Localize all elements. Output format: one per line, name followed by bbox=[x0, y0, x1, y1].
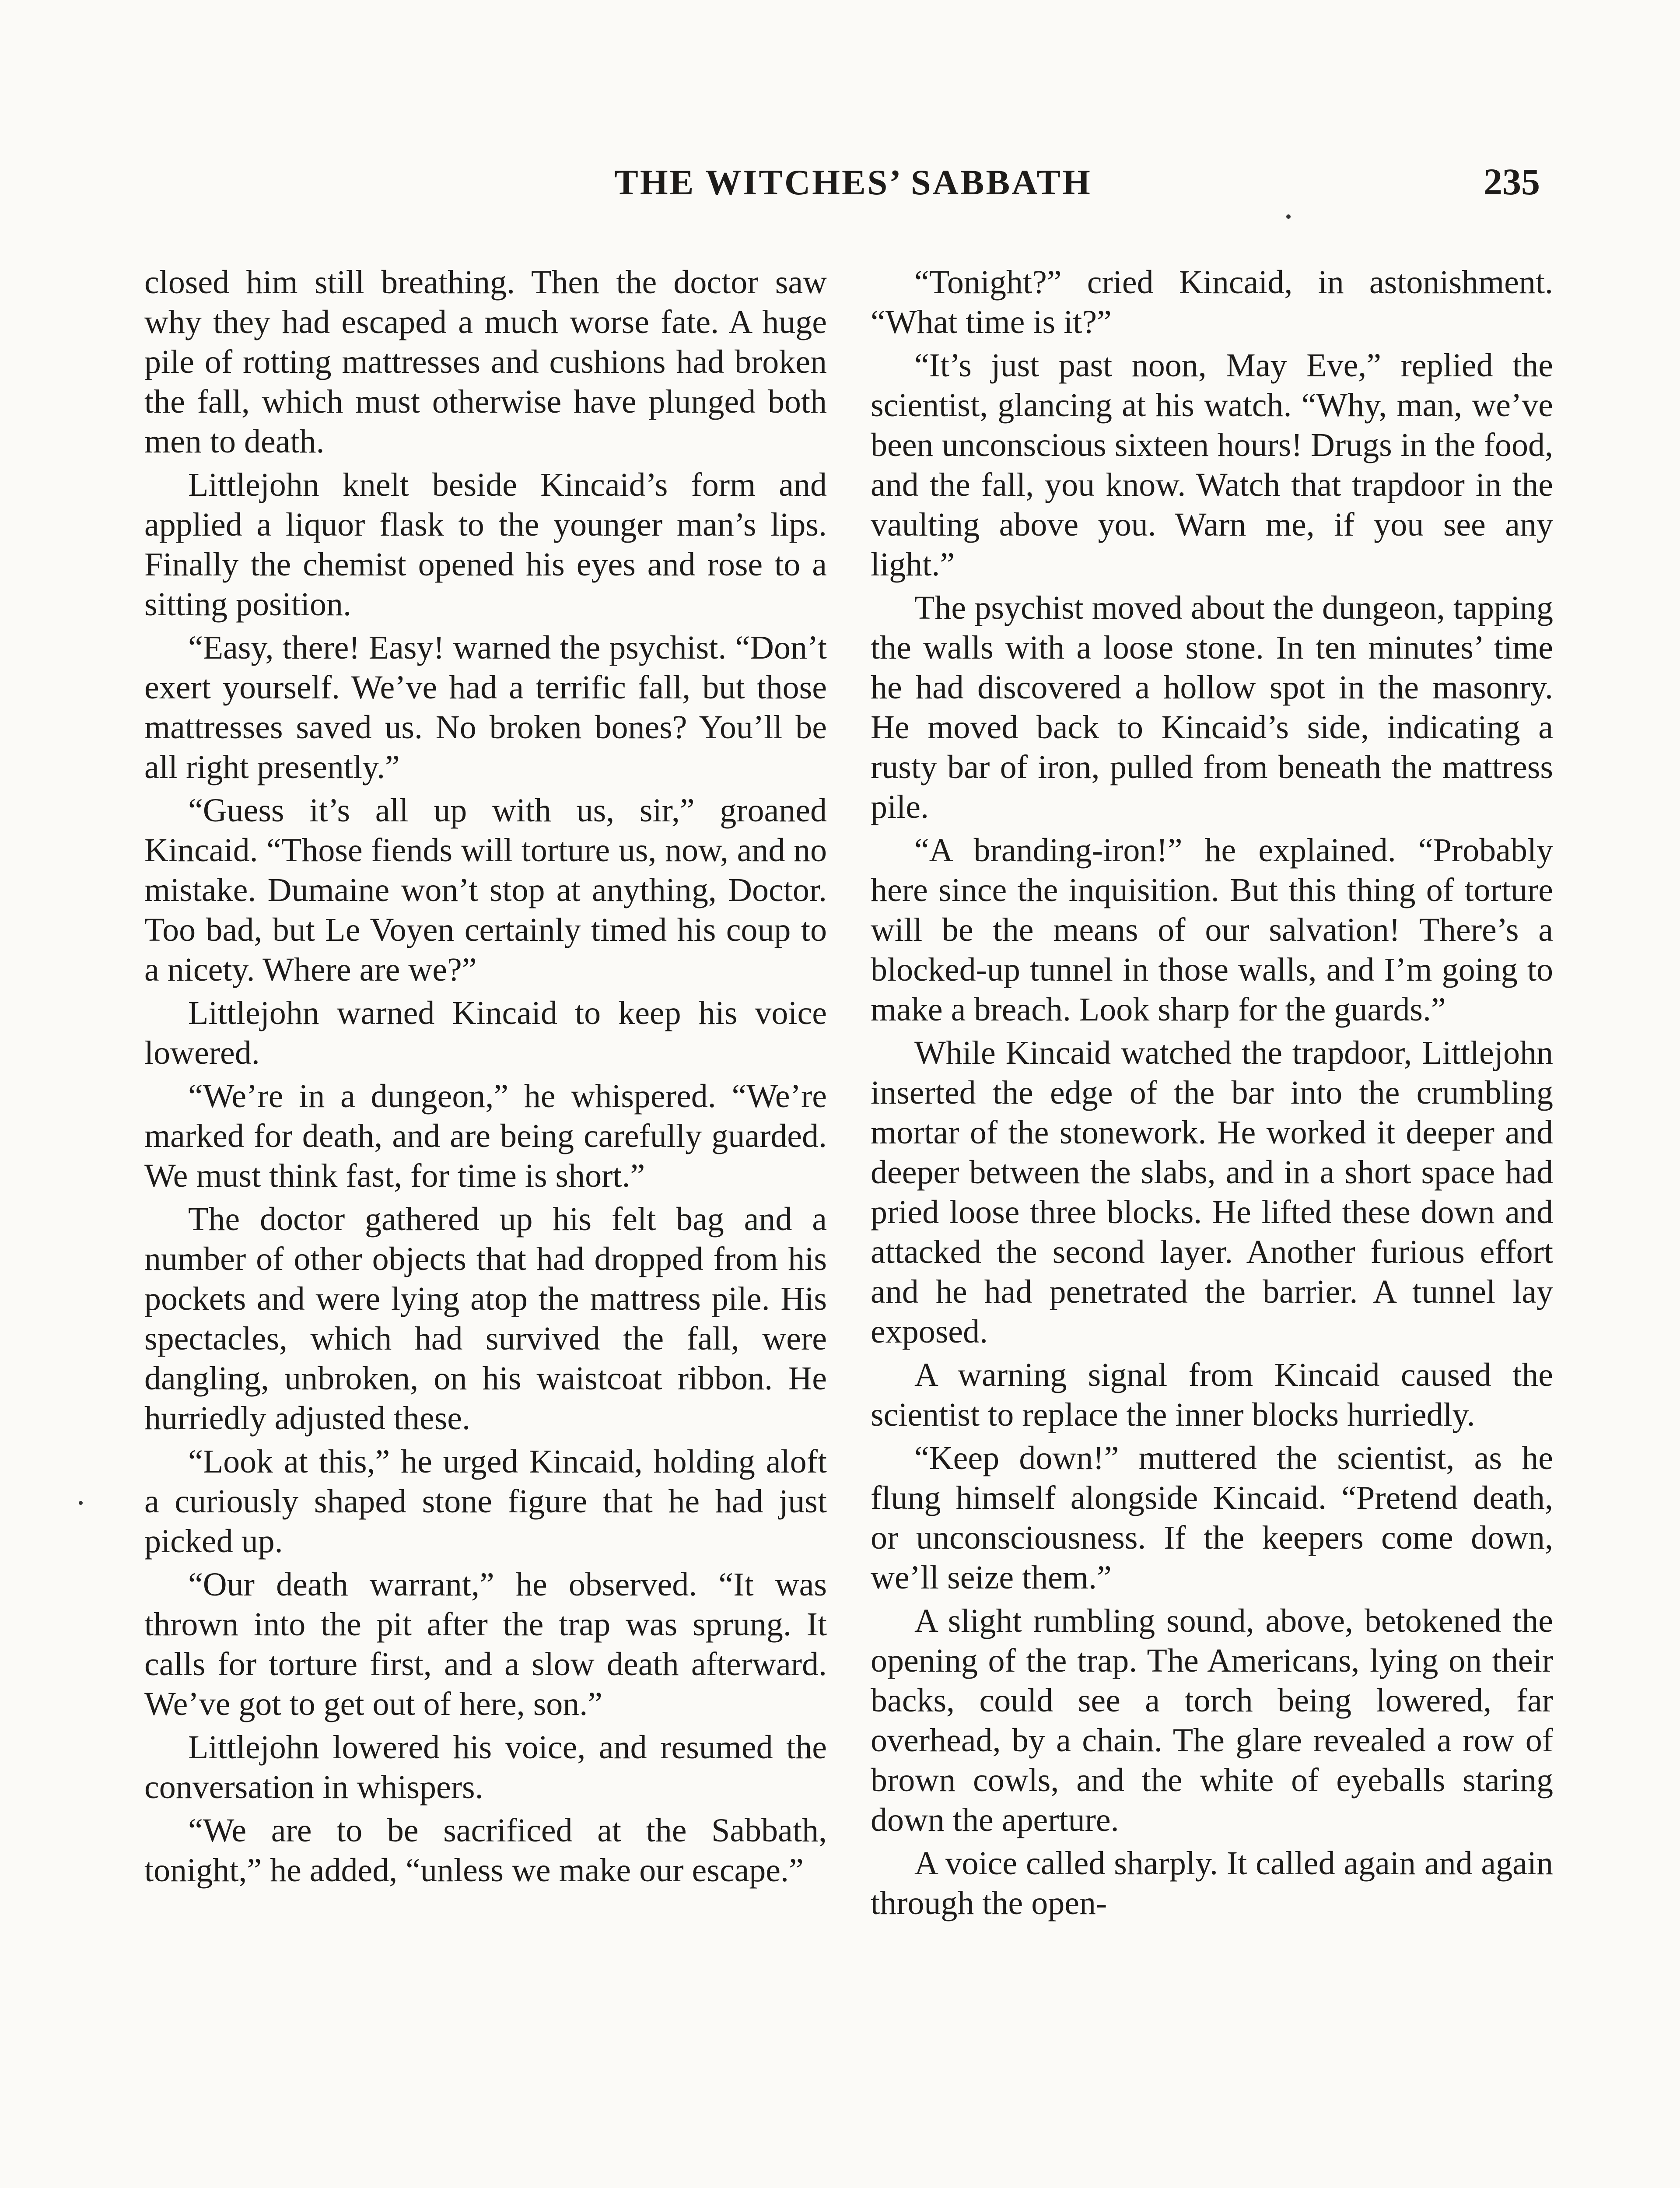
paragraph: “We’re in a dungeon,” he whispered. “We’re marked for death, and are being carefully guarded. We must think fast, for time is short.” bbox=[144, 1078, 827, 1194]
paragraph: “Look at this,” he urged Kincaid, holding aloft a curiously shaped stone figure that he had just picked up. bbox=[144, 1443, 827, 1560]
paragraph: “Guess it’s all up with us, sir,” groaned Kincaid. “Those fiends will torture us, now, and no mistake. Dumaine won’t stop at anything, Doctor. Too bad, but Le Voyen certainly timed his coup to a nicety. Where are we?” bbox=[144, 792, 827, 988]
paragraph: “A branding-iron!” he explained. “Probably here since the inquisition. But this thing of torture will be the means of our salvation! There’s a blocked-up tunnel in those walls, and I’m going to make a breach. Look sharp for the guards.” bbox=[871, 832, 1553, 1028]
paragraph: “We are to be sacrificed at the Sabbath, tonight,” he added, “unless we make our escape.” bbox=[144, 1812, 827, 1889]
paragraph: The doctor gathered up his felt bag and a number of other objects that had dropped from his pockets and were lying atop the mattress pile. His spectacles, which had survived the fall, were dangling, unbroken, on his waistcoat ribbon. He hurriedly adjusted these. bbox=[144, 1201, 827, 1437]
paragraph: Littlejohn warned Kincaid to keep his voice lowered. bbox=[144, 995, 827, 1071]
paragraph: “It’s just past noon, May Eve,” replied the scientist, glancing at his watch. “Why, man, we’ve been unconscious sixteen hours! Drugs in the food, and the fall, you know. Watch that trapdoor in the vaulting above you. Warn me, if you see any light.” bbox=[871, 347, 1553, 583]
print-speck bbox=[1286, 214, 1291, 219]
paragraph: Littlejohn lowered his voice, and resumed the conversation in whispers. bbox=[144, 1729, 827, 1806]
paragraph: “Keep down!” muttered the scientist, as he flung himself alongside Kincaid. “Pretend death, or unconsciousness. If the keepers come down, we’ll seize them.” bbox=[871, 1440, 1553, 1596]
paragraph: Littlejohn knelt beside Kincaid’s form and applied a liquor flask to the younger man’s lips. Finally the chemist opened his eyes and rose to a sitting position. bbox=[144, 466, 827, 623]
paragraph: A voice called sharply. It called again and again through the open- bbox=[871, 1845, 1553, 1922]
right-text-column bbox=[871, 263, 1553, 1927]
paragraph: “Tonight?” cried Kincaid, in astonishment. “What time is it?” bbox=[871, 264, 1553, 340]
print-speck bbox=[79, 1501, 83, 1505]
paragraph: A slight rumbling sound, above, betokened the opening of the trap. The Americans, lying on their backs, could see a torch being lowered, far overhead, by a chain. The glare revealed a row of brown cowls, and the white of eyeballs staring down the aperture. bbox=[871, 1602, 1553, 1838]
paragraph: closed him still breathing. Then the doctor saw why they had escaped a much worse fate. A huge pile of rotting mattresses and cushions had broken the fall, which must otherwise have plunged both men to death. bbox=[144, 264, 827, 460]
paragraph: A warning signal from Kincaid caused the scientist to replace the inner blocks hurriedly. bbox=[871, 1357, 1553, 1433]
paragraph: The psychist moved about the dungeon, tapping the walls with a loose stone. In ten minutes’ time he had discovered a hollow spot in the masonry. He moved back to Kincaid’s side, indicating a rusty bar of iron, pulled from beneath the mattress pile. bbox=[871, 589, 1553, 825]
paragraph: “Easy, there! Easy! warned the psychist. “Don’t exert yourself. We’ve had a terrific fall, but those mattresses saved us. No broken bones? You’ll be all right presently.” bbox=[144, 629, 827, 785]
paragraph: While Kincaid watched the trapdoor, Littlejohn inserted the edge of the bar into the crumbling mortar of the stonework. He worked it deeper and deeper between the slabs, and in a short space had pried loose three blocks. He lifted these down and attacked the second layer. Another furious effort and he had penetrated the barrier. A tunnel lay exposed. bbox=[871, 1034, 1553, 1350]
left-text-column bbox=[144, 263, 827, 1894]
paragraph: “Our death warrant,” he observed. “It was thrown into the pit after the trap was sprung. It calls for torture first, and a slow death afterward. We’ve got to get out of here, son.” bbox=[144, 1566, 827, 1722]
running-header-title: THE WITCHES’ SABBATH bbox=[614, 162, 1092, 202]
page-number: 235 bbox=[1484, 161, 1540, 203]
